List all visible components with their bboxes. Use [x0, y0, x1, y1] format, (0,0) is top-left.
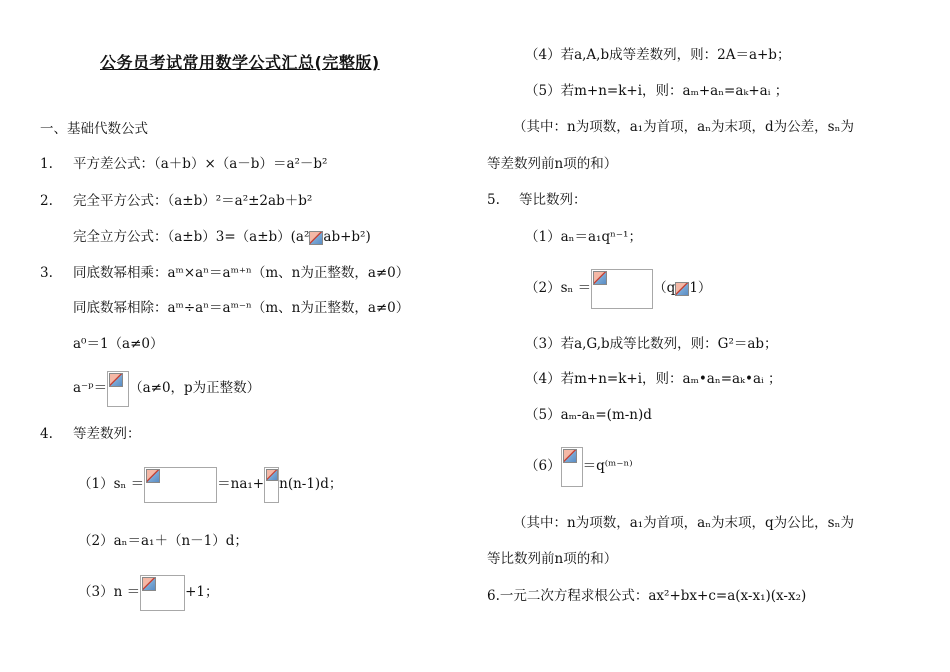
formula-term-difference: （5）aₘ-aₙ=(m-n)d [525, 407, 652, 423]
formula-part: +1； [185, 584, 219, 600]
section-heading: 一、基础代数公式 [40, 121, 148, 137]
formula-part: 完全立方公式：（a±b）3=（a±b）(a² [73, 229, 310, 245]
formula-part: ＝na₁+ [217, 476, 265, 492]
broken-image-icon [309, 231, 323, 245]
page-title: 公务员考试常用数学公式汇总(完整版) [100, 53, 380, 72]
item-number: 3. [40, 265, 53, 281]
formula-part: n(n-1)d； [279, 476, 343, 492]
formula-arithmetic-mean: （4）若a,A,b成等差数列，则：2A＝a+b； [525, 47, 791, 63]
formula-image-placeholder [591, 269, 653, 309]
formula-image-placeholder [107, 371, 129, 407]
formula-power-divide: 同底数幂相除：aᵐ÷aⁿ＝aᵐ⁻ⁿ（m、n为正整数，a≠0） [73, 300, 410, 316]
item-number: 4. [40, 426, 53, 442]
formula-part: （2）sₙ ＝ [525, 280, 592, 296]
formula-negative-power [73, 370, 260, 407]
formula-image-placeholder [140, 575, 185, 611]
formula-part: （6） [525, 458, 561, 474]
section-arithmetic-sequence: 等差数列： [73, 426, 141, 442]
item-number: 2. [40, 193, 53, 209]
formula-part: （3）n ＝ [78, 584, 141, 600]
formula-term-ratio [525, 446, 633, 487]
item-number: 5. [487, 192, 500, 208]
formula-image-placeholder [144, 467, 217, 503]
formula-geometric-index: （4）若m+n=k+i，则：aₘ•aₙ=aₖ•aᵢ ； [525, 371, 782, 387]
formula-part: （1）sₙ ＝ [78, 476, 145, 492]
broken-image-icon [109, 373, 123, 387]
formula-part: ＝q⁽ᵐ⁻ⁿ⁾ [582, 458, 633, 474]
note-line: 等差数列前n项的和） [487, 156, 618, 172]
note-line: （其中：n为项数，a₁为首项，aₙ为末项，d为公差，sₙ为 [513, 119, 854, 135]
section-geometric-sequence: 等比数列： [519, 192, 587, 208]
broken-image-icon [563, 449, 577, 463]
formula-part: ab+b²) [323, 229, 371, 245]
formula-zero-power: a⁰＝1（a≠0） [73, 336, 164, 352]
formula-perfect-cube [73, 228, 371, 246]
formula-geometric-term: （1）aₙ＝a₁qⁿ⁻¹； [525, 229, 642, 245]
formula-arithmetic-index: （5）若m+n=k+i，则：aₘ+aₙ=aₖ+aᵢ ； [525, 83, 789, 99]
note-line: 等比数列前n项的和） [487, 551, 618, 567]
formula-part: （a≠0，p为正整数） [129, 380, 261, 396]
broken-image-icon [593, 271, 607, 285]
formula-difference-of-squares: 平方差公式：（a＋b）×（a－b）＝a²－b² [73, 156, 328, 172]
formula-part: 1） [689, 280, 712, 296]
formula-geometric-sum [525, 268, 711, 309]
broken-image-icon [266, 469, 278, 481]
formula-part: （q [653, 280, 676, 296]
formula-arithmetic-term: （2）aₙ＝a₁＋（n－1）d； [78, 533, 248, 549]
broken-image-icon [142, 577, 156, 591]
note-line: （其中：n为项数，a₁为首项，aₙ为末项，q为公比，sₙ为 [513, 515, 854, 531]
formula-arithmetic-sum [78, 466, 342, 503]
broken-image-icon [675, 282, 689, 296]
formula-part: a⁻ᵖ＝ [73, 380, 108, 396]
formula-arithmetic-count [78, 574, 218, 611]
formula-power-multiply: 同底数幂相乘：aᵐ×aⁿ＝aᵐ⁺ⁿ（m、n为正整数，a≠0） [73, 265, 410, 281]
item-number: 1. [40, 156, 53, 172]
formula-geometric-mean: （3）若a,G,b成等比数列，则：G²＝ab； [525, 336, 778, 352]
formula-image-placeholder [561, 447, 583, 487]
formula-quadratic-root: 6.一元二次方程求根公式：ax²+bx+c=a(x-x₁)(x-x₂) [487, 588, 807, 604]
broken-image-icon [146, 469, 160, 483]
formula-perfect-square: 完全平方公式：（a±b）²＝a²±2ab＋b² [73, 193, 313, 209]
formula-image-placeholder [264, 467, 279, 503]
